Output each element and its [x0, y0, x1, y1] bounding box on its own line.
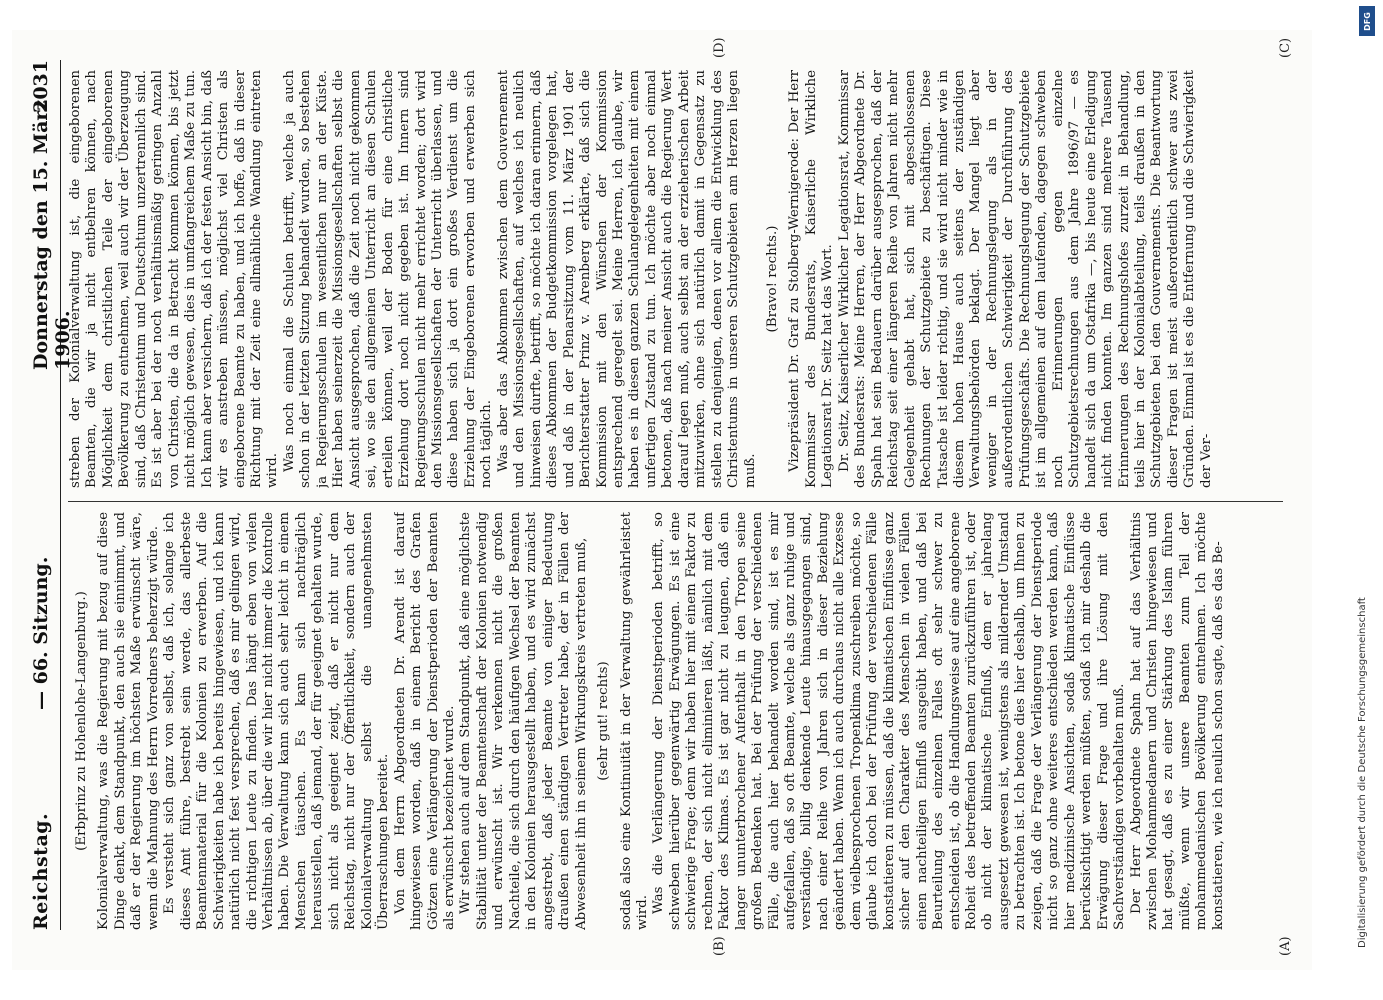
margin-marker-b: (B)	[712, 936, 727, 956]
right-column	[68, 70, 1283, 488]
paragraph: Wir stehen auch auf dem Standpunkt, daß eine möglichste Stabilität unter der Beamtenschaft der Kolonien notwendig und erwünscht ist. Wir verkennen nicht die großen Nachteile, die sich durch den häufigen Wechsel der Beamten in den Kolonien herausgestellt haben, und es wird zunächst angestrebt, daß jeder Beamte von einiger Bedeutung draußen einen ständigen Vertreter habe, der in Fällen der Abwesenheit ihn in seinem Wirkungskreis vertreten muß,	[458, 512, 589, 930]
margin-marker-d: (D)	[712, 37, 727, 58]
paragraph: Was noch einmal die Schulen betrifft, welche ja auch schon in der letzten Sitzung behandelt wurden, so bestehen ja Regierungsschulen im wesentlichen nur an der Küste. Hier haben seinerzeit die Missionsgesellschaften selbst die Ansicht ausgesprochen, daß die Zeit noch nicht gekommen sei, wo sie den allgemeinen Unterricht an diesen Schulen erteilen können, weil der Boden für eine christliche Erziehung dort noch nicht gegeben ist. Im Innern sind Regierungsschulen nicht mehr errichtet worden; dort wird den Missionsgesellschaften der Unterricht überlassen, und diese haben sich ja dort ein großes Verdienst um die Erziehung der Eingeborenen erworben und erwerben sich noch täglich.	[281, 70, 495, 488]
paragraph: Was die Verlängerung der Dienstperioden betrifft, so schweben hierüber gegenwärtig Erwägungen. Es ist eine schwierige Frage; denn wir haben hier mit einem Faktor zu rechnen, der sich nicht eliminieren läßt, nämlich mit dem Faktor des Klimas. Es ist gar nicht zu leugnen, daß ein langer ununterbrochener Aufenthalt in den Tropen seine großen Bedenken hat. Bei der Prüfung der verschiedenen Fälle, die auch hier behandelt worden sind, ist es mir aufgefallen, daß so oft Beamte, welche als ganz ruhige und verständige, billig denkende Leute hinausgegangen sind, nach einer Reihe von Jahren sich in dieser Beziehung geändert haben. Wenn ich auch durchaus nicht alle Exzesse dem vielbesprochenen Tropenklima zuschreiben möchte, so glaube ich doch bei der Prüfung der verschiedenen Fälle konstatieren zu müssen, daß die klimatischen Einflüsse ganz sicher auf den Charakter des Menschen in vielen Fällen einen nachteiligen Einfluß ausgeübt haben, und daß bei Beurteilung des einzelnen Falles oft sehr schwer zu entscheiden ist, ob die Handlungsweise auf eine angeborene Roheit des betreffenden Beamten zurückzuführen ist, oder ob nicht der klimatische Einfluß, dem er jahrelang ausgesetzt gewesen ist, wenigstens als mildernder Umstand zu betrachten ist. Ich betone dies hier deshalb, um Ihnen zu zeigen, daß die Frage der Verlängerung der Dienstperiode nicht so ganz ohne weiteres entschieden werden kann, daß hier medizinische Ansichten, sodaß klimatische Einflüsse berücksichtigt werden müßten, sodaß ich mir deshalb die Erwägung dieser Frage und ihre Lösung mit den Sachverständigen vorbehalten muß.	[651, 512, 1128, 930]
page-number: 2031	[30, 60, 52, 113]
digitization-credit	[1353, 8, 1375, 992]
speaker-continuation: (Erbprinz zu Hohenlohe-Langenburg.)	[74, 591, 89, 851]
margin-marker-a: (A)	[1278, 936, 1293, 956]
page-header	[26, 60, 74, 930]
paragraph: Dr. Seitz, Kaiserlicher Wirklicher Legationsrat, Kommissar des Bundesrats: Meine Herren, der Herr Abgeordnete Dr. Spahn hat sein Bedauern darüber ausgesprochen, daß der Reichstag seit einer längeren Reihe von Jahren nicht mehr Gelegenheit gehabt hat, sich mit abgeschlossenen Rechnungen der Schutzgebiete zu beschäftigen. Diese Tatsache ist leider richtig, und sie wird nicht minder wie in diesem hohen Hause auch seitens der zuständigen Verwaltungsbehörden beklagt. Der Mangel liegt aber weniger in der Rechnungslegung als in der außerordentlichen Schwierigkeit der Durchführung des Prüfungsgeschäfts. Die Rechnungslegung der Schutzgebiete ist im allgemeinen auf dem laufenden, dagegen schweben noch Erinnerungen gegen einzelne Schutzgebietsrechnungen aus dem Jahre 1896/97 — es handelt sich da um Ostafrika —, bis heute eine Erledigung nicht finden konnten. Im ganzen sind mehrere Tausend Erinnerungen des Rechnungshofes zurzeit in Behandlung, teils hier in der Kolonialabteilung, teils draußen in den Schutzgebieten bei den Gouvernements. Die Beantwortung dieser Fragen ist meist außerordentlich schwer aus zwei Gründen. Einmal ist es die Entfernung und die Schwierigkeit der Ver-	[836, 70, 1214, 488]
interjection: (Bravo! rechts.)	[765, 225, 781, 333]
credit-text: Digitalisierung gefördert durch die Deutsche Forschungsgemeinschaft	[1357, 597, 1368, 948]
paragraph: Von dem Herrn Abgeordneten Dr. Arendt ist darauf hingewiesen worden, daß in einem Bericht des Grafen Götzen eine Verlängerung der Dienstperioden der Beamten als erwünscht bezeichnet wurde.	[392, 512, 457, 930]
column-divider	[68, 501, 1283, 502]
paragraph: Kolonialverwaltung, was die Regierung mit bezug auf diese Dinge denkt, dem Standpunkt, den auch sie einnimmt, und daß er der Regierung im höchsten Maße erwünscht wäre, wenn die Mahnung des Herrn Vorredners beherzigt würde.	[96, 512, 161, 930]
newspaper-page	[12, 30, 1312, 970]
paragraph: sodaß also eine Kontinuität in der Verwaltung gewährleistet wird.	[618, 512, 650, 930]
left-column	[68, 512, 1283, 930]
paragraph: Was aber das Abkommen zwischen dem Gouvernement und den Missionsgesellschaften, auf welches ich neulich hinweisen durfte, betrifft, so möchte ich daran erinnern, daß dieses Abkommen der Budgetkommission vorgelegen hat, und daß in der Plenarsitzung vom 11. März 1901 der Berichterstatter Prinz v. Arenberg erklärte, daß sich die Kommission mit den Wünschen der Kommission entsprechend geregelt sei. Meine Herren, ich glaube, wir haben es in diesen ganzen Schulangelegenheiten mit einem unfertigen Zustand zu tun. Ich möchte aber noch einmal betonen, daß nach meiner Ansicht auch die Regierung Wert darauf legen muß, auch selbst an der erzieherischen Arbeit mitzuwirken, ohne sich natürlich damit in Gegensatz zu stellen zu denjenigen, denen vor allem die Entwicklung des Christentums in unseren Schutzgebieten am Herzen liegen muß.	[495, 70, 758, 488]
paragraph: streben der Kolonialverwaltung ist, die eingeborenen Beamten, die wir ja nicht entbehren können, nach Möglichkeit dem christlichen Teile der eingeborenen Bevölkerung zu entnehmen, weil auch wir der Überzeugung sind, daß Christentum und Deutschtum unzertrennlich sind. Es ist aber bei der noch verhältnismäßig geringen Anzahl von Christen, die da in Betracht kommen können, bis jetzt nicht möglich gewesen, dies in umfangreichem Maße zu tun. Ich kann aber versichern, daß ich der festen Ansicht bin, daß wir es anstreben müssen, möglichst viel Christen als eingeborene Beamte zu haben, und ich hoffe, daß in dieser Richtung mit der Zeit eine allmähliche Wandlung eintreten wird.	[68, 70, 281, 488]
margin-marker-c: (C)	[1278, 37, 1293, 58]
dfg-logo: DFG	[1359, 6, 1375, 36]
session-date: Donnerstag den 15. März 1906.	[30, 99, 74, 370]
interjection: (sehr gut! rechts)	[596, 661, 612, 781]
paragraph: Es versteht sich ganz von selbst, daß ich, solange ich dieses Amt führe, bestrebt sein werde, das allerbeste Beamtenmaterial für die Kolonien zu erwerben. Auf die Schwierigkeiten habe ich bereits hingewiesen, und ich kann natürlich nicht fest versprechen, daß es mir gelingen wird, die richtigen Leute zu finden. Das hängt eben von vielen Verhältnissen ab, über die wir hier nicht immer die Kontrolle haben. Die Verwaltung kann sich auch sehr leicht in einem Menschen täuschen. Es kann sich nachträglich herausstellen, daß jemand, der für geeignet gehalten wurde, sich nicht als geeignet zeigt, daß er nicht nur dem Reichstag, nicht nur der Öffentlichkeit, sondern auch der Kolonialverwaltung selbst die unangenehmsten Überraschungen bereitet.	[162, 512, 392, 930]
session-label: — 66. Sitzung.	[30, 556, 52, 710]
paragraph: Vizepräsident Dr. Graf zu Stolberg-Wernigerode: Der Herr Kommissar des Bundesrats, Kaiserliche Wirkliche Legationsrat Dr. Seitz hat das Wort.	[787, 70, 836, 488]
publication-title: Reichstag.	[30, 812, 52, 930]
paragraph: Der Herr Abgeordnete Spahn hat auf das Verhältnis zwischen Mohammedanern und Christen hingewiesen und hat gesagt, daß es zu einer Stärkung des Islam führen müßte, wenn wir unsere Beamten zum Teil der mohammedanischen Bevölkerung entnehmen. Ich möchte konstatieren, wie ich neulich schon sagte, daß es das Be-	[1128, 512, 1226, 930]
